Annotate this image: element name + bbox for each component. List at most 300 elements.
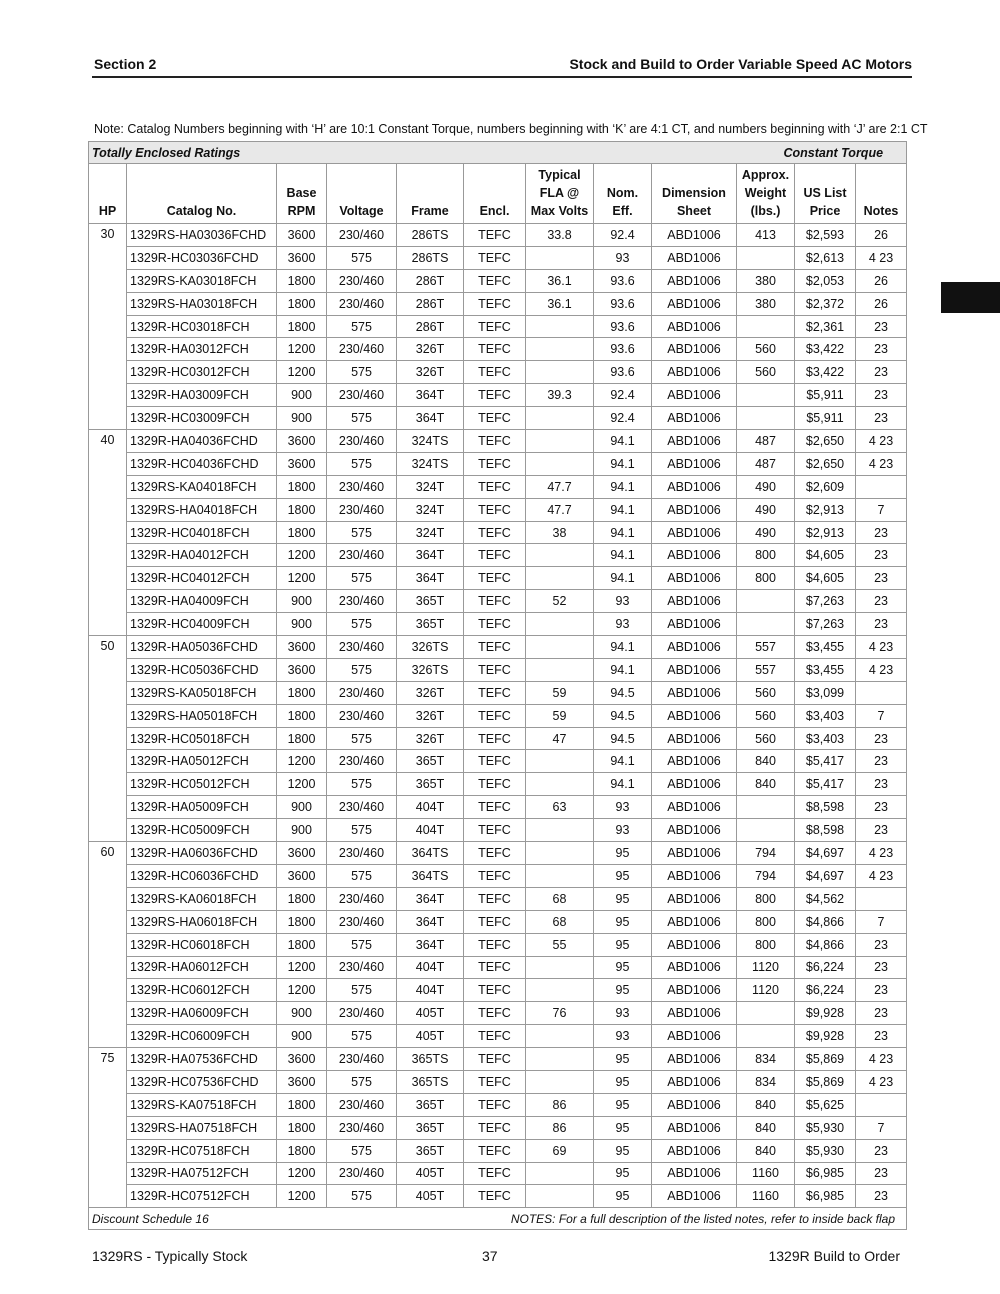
table-cell: ABD1006: [652, 727, 737, 750]
table-cell: ABD1006: [652, 979, 737, 1002]
table-cell: 230/460: [327, 224, 397, 247]
table-cell: 1800: [277, 1116, 327, 1139]
table-cell: 4 23: [856, 430, 907, 453]
table-cell: 59: [526, 704, 594, 727]
table-cell: $4,697: [795, 842, 856, 865]
table-cell: ABD1006: [652, 475, 737, 498]
column-header-line: Encl.: [479, 204, 510, 218]
table-cell: TEFC: [464, 864, 526, 887]
table-cell: 230/460: [327, 796, 397, 819]
table-row: [89, 773, 907, 796]
table-cell: $5,869: [795, 1048, 856, 1071]
table-cell: 900: [277, 1002, 327, 1025]
table-cell: 575: [327, 407, 397, 430]
table-cell: ABD1006: [652, 521, 737, 544]
table-cell: 575: [327, 819, 397, 842]
table-cell: TEFC: [464, 933, 526, 956]
table-cell: TEFC: [464, 246, 526, 269]
table-cell: $4,562: [795, 887, 856, 910]
table-cell: 1160: [737, 1185, 795, 1208]
table-row: [89, 933, 907, 956]
table-row: [89, 384, 907, 407]
table-cell: 23: [856, 956, 907, 979]
table-row: [89, 1185, 907, 1208]
table-cell: 94.1: [594, 773, 652, 796]
table-cell: 794: [737, 842, 795, 865]
table-cell: 324T: [397, 521, 464, 544]
table-cell: [526, 842, 594, 865]
table-cell: 365T: [397, 1093, 464, 1116]
table-cell: 490: [737, 475, 795, 498]
table-cell: 900: [277, 384, 327, 407]
table-cell: 900: [277, 613, 327, 636]
catalog-number-cell: 1329RS-HA06018FCH: [127, 910, 277, 933]
table-cell: TEFC: [464, 1185, 526, 1208]
table-cell: 93.6: [594, 361, 652, 384]
table-cell: $5,911: [795, 384, 856, 407]
catalog-number-cell: 1329R-HC06012FCH: [127, 979, 277, 1002]
table-row: [89, 224, 907, 247]
table-cell: 95: [594, 956, 652, 979]
column-header-line: FLA @: [539, 186, 580, 200]
table-cell: 1800: [277, 704, 327, 727]
table-row: [89, 887, 907, 910]
table-cell: [526, 430, 594, 453]
table-cell: $5,930: [795, 1139, 856, 1162]
table-cell: 3600: [277, 246, 327, 269]
table-cell: ABD1006: [652, 681, 737, 704]
table-cell: 230/460: [327, 750, 397, 773]
table-cell: $4,697: [795, 864, 856, 887]
table-cell: 326T: [397, 681, 464, 704]
table-row: [89, 338, 907, 361]
table-cell: TEFC: [464, 658, 526, 681]
table-cell: 364T: [397, 544, 464, 567]
table-cell: 47.7: [526, 475, 594, 498]
table-cell: TEFC: [464, 567, 526, 590]
table-cell: TEFC: [464, 796, 526, 819]
table-cell: ABD1006: [652, 384, 737, 407]
table-cell: 230/460: [327, 544, 397, 567]
catalog-number-cell: 1329R-HC03036FCHD: [127, 246, 277, 269]
table-cell: ABD1006: [652, 1162, 737, 1185]
table-cell: 94.1: [594, 498, 652, 521]
table-cell: 94.1: [594, 658, 652, 681]
table-cell: TEFC: [464, 727, 526, 750]
table-cell: $6,985: [795, 1162, 856, 1185]
catalog-number-cell: 1329R-HA06009FCH: [127, 1002, 277, 1025]
table-cell: 76: [526, 1002, 594, 1025]
table-cell: $9,928: [795, 1002, 856, 1025]
table-cell: 230/460: [327, 1048, 397, 1071]
catalog-number-cell: 1329R-HC06009FCH: [127, 1025, 277, 1048]
table-cell: 557: [737, 658, 795, 681]
table-cell: [737, 796, 795, 819]
table-cell: 230/460: [327, 681, 397, 704]
table-cell: 326T: [397, 338, 464, 361]
table-cell: 230/460: [327, 704, 397, 727]
catalog-number-cell: 1329RS-KA05018FCH: [127, 681, 277, 704]
table-cell: 900: [277, 796, 327, 819]
table-cell: $2,372: [795, 292, 856, 315]
catalog-number-cell: 1329R-HC07512FCH: [127, 1185, 277, 1208]
table-cell: 95: [594, 933, 652, 956]
table-cell: ABD1006: [652, 842, 737, 865]
table-cell: TEFC: [464, 384, 526, 407]
table-cell: 365T: [397, 750, 464, 773]
table-cell: 23: [856, 567, 907, 590]
table-cell: [526, 1185, 594, 1208]
page-title: Stock and Build to Order Variable Speed AC Motors: [569, 56, 912, 72]
table-row: [89, 430, 907, 453]
table-cell: ABD1006: [652, 1185, 737, 1208]
table-cell: [737, 1025, 795, 1048]
table-cell: $5,911: [795, 407, 856, 430]
table-cell: 23: [856, 979, 907, 1002]
catalog-number-cell: 1329R-HC03009FCH: [127, 407, 277, 430]
table-cell: TEFC: [464, 361, 526, 384]
table-cell: 94.1: [594, 636, 652, 659]
table-cell: 560: [737, 681, 795, 704]
table-cell: 405T: [397, 1002, 464, 1025]
catalog-number-cell: 1329R-HA05036FCHD: [127, 636, 277, 659]
table-cell: 840: [737, 1093, 795, 1116]
table-row: [89, 521, 907, 544]
table-cell: TEFC: [464, 773, 526, 796]
table-cell: $2,609: [795, 475, 856, 498]
table-cell: $5,930: [795, 1116, 856, 1139]
table-cell: [526, 452, 594, 475]
table-cell: TEFC: [464, 521, 526, 544]
table-cell: 95: [594, 1070, 652, 1093]
table-cell: 575: [327, 979, 397, 1002]
table-cell: [856, 887, 907, 910]
table-cell: TEFC: [464, 475, 526, 498]
table-cell: 1800: [277, 681, 327, 704]
table-cell: 575: [327, 567, 397, 590]
table-cell: ABD1006: [652, 590, 737, 613]
table-cell: 4 23: [856, 864, 907, 887]
table-cell: 4 23: [856, 658, 907, 681]
table-cell: 487: [737, 430, 795, 453]
table-cell: 286T: [397, 315, 464, 338]
table-cell: 1120: [737, 956, 795, 979]
catalog-note: Note: Catalog Numbers beginning with ‘H’ are 10:1 Constant Torque, numbers beginning with ‘K’ are 4:1 CT, and numbers beginning with ‘J’ are 2:1 CT: [94, 122, 928, 136]
table-cell: 230/460: [327, 1002, 397, 1025]
table-subtitle: Constant Torque: [783, 145, 884, 160]
table-cell: [856, 475, 907, 498]
table-cell: $2,361: [795, 315, 856, 338]
table-cell: 3600: [277, 1070, 327, 1093]
table-cell: [526, 315, 594, 338]
table-cell: 94.1: [594, 750, 652, 773]
catalog-number-cell: 1329RS-KA07518FCH: [127, 1093, 277, 1116]
table-cell: 230/460: [327, 338, 397, 361]
table-cell: 900: [277, 819, 327, 842]
table-cell: 557: [737, 636, 795, 659]
table-cell: $4,866: [795, 910, 856, 933]
table-cell: 3600: [277, 864, 327, 887]
table-cell: 93: [594, 1002, 652, 1025]
hp-cell: 60: [89, 842, 127, 1048]
table-row: [89, 704, 907, 727]
table-cell: 560: [737, 338, 795, 361]
table-cell: 1200: [277, 1185, 327, 1208]
table-cell: 23: [856, 338, 907, 361]
table-cell: [526, 819, 594, 842]
table-cell: 95: [594, 1162, 652, 1185]
table-cell: 490: [737, 521, 795, 544]
catalog-number-cell: 1329R-HC06018FCH: [127, 933, 277, 956]
catalog-number-cell: 1329R-HC05012FCH: [127, 773, 277, 796]
catalog-number-cell: 1329RS-HA07518FCH: [127, 1116, 277, 1139]
page-header: [92, 54, 912, 78]
table-cell: 95: [594, 1093, 652, 1116]
table-cell: 365T: [397, 1116, 464, 1139]
table-cell: TEFC: [464, 1025, 526, 1048]
table-cell: 575: [327, 727, 397, 750]
table-cell: $2,593: [795, 224, 856, 247]
table-cell: 7: [856, 498, 907, 521]
table-cell: ABD1006: [652, 361, 737, 384]
column-header: [795, 164, 856, 224]
footer-left: 1329RS - Typically Stock: [92, 1248, 248, 1264]
table-cell: 365TS: [397, 1070, 464, 1093]
table-cell: 900: [277, 590, 327, 613]
table-header-row: [89, 164, 907, 224]
table-cell: 575: [327, 658, 397, 681]
table-cell: 575: [327, 315, 397, 338]
table-cell: $3,422: [795, 361, 856, 384]
notes-reference: NOTES: For a full description of the listed notes, refer to inside back flap: [510, 1211, 896, 1226]
table-cell: TEFC: [464, 1002, 526, 1025]
table-row: [89, 910, 907, 933]
table-row: [89, 727, 907, 750]
table-cell: $3,422: [795, 338, 856, 361]
table-cell: 364T: [397, 910, 464, 933]
table-row: [89, 544, 907, 567]
table-cell: 230/460: [327, 1116, 397, 1139]
catalog-number-cell: 1329R-HC04009FCH: [127, 613, 277, 636]
table-cell: 23: [856, 1185, 907, 1208]
table-cell: 4 23: [856, 452, 907, 475]
table-cell: $7,263: [795, 590, 856, 613]
table-cell: 834: [737, 1048, 795, 1071]
table-cell: $2,650: [795, 452, 856, 475]
table-cell: 230/460: [327, 910, 397, 933]
catalog-number-cell: 1329R-HC05009FCH: [127, 819, 277, 842]
column-header: [127, 164, 277, 224]
table-cell: 4 23: [856, 636, 907, 659]
table-cell: 94.1: [594, 544, 652, 567]
catalog-number-cell: 1329R-HA04036FCHD: [127, 430, 277, 453]
column-header-line: Catalog No.: [166, 204, 237, 218]
table-cell: TEFC: [464, 636, 526, 659]
table-row: [89, 658, 907, 681]
table-cell: $2,613: [795, 246, 856, 269]
table-cell: TEFC: [464, 819, 526, 842]
column-header-line: Weight: [744, 186, 787, 200]
table-cell: ABD1006: [652, 1070, 737, 1093]
table-row: [89, 1048, 907, 1071]
table-cell: TEFC: [464, 544, 526, 567]
table-cell: 800: [737, 910, 795, 933]
table-cell: 94.1: [594, 521, 652, 544]
table-cell: 794: [737, 864, 795, 887]
table-cell: ABD1006: [652, 910, 737, 933]
column-header: [526, 164, 594, 224]
table-cell: ABD1006: [652, 338, 737, 361]
catalog-number-cell: 1329R-HA06012FCH: [127, 956, 277, 979]
table-cell: 404T: [397, 796, 464, 819]
table-cell: 94.1: [594, 475, 652, 498]
table-cell: 94.1: [594, 430, 652, 453]
table-cell: 364T: [397, 933, 464, 956]
column-header: [89, 164, 127, 224]
table-cell: TEFC: [464, 681, 526, 704]
table-cell: 3600: [277, 842, 327, 865]
table-cell: 93.6: [594, 292, 652, 315]
table-cell: 230/460: [327, 887, 397, 910]
table-cell: 230/460: [327, 430, 397, 453]
table-cell: 23: [856, 613, 907, 636]
table-cell: 3600: [277, 636, 327, 659]
table-cell: ABD1006: [652, 246, 737, 269]
table-cell: 286T: [397, 292, 464, 315]
table-cell: 364T: [397, 407, 464, 430]
table-cell: 55: [526, 933, 594, 956]
table-cell: 86: [526, 1093, 594, 1116]
table-row: [89, 361, 907, 384]
table-cell: 405T: [397, 1025, 464, 1048]
table-cell: 575: [327, 1139, 397, 1162]
catalog-number-cell: 1329R-HC05018FCH: [127, 727, 277, 750]
table-cell: 1800: [277, 1093, 327, 1116]
table-row: [89, 246, 907, 269]
table-cell: 95: [594, 1116, 652, 1139]
table-cell: 1800: [277, 498, 327, 521]
table-cell: 1200: [277, 956, 327, 979]
table-cell: 405T: [397, 1185, 464, 1208]
hp-cell: 75: [89, 1048, 127, 1208]
table-row: [89, 1139, 907, 1162]
table-cell: $7,263: [795, 613, 856, 636]
table-row: [89, 292, 907, 315]
table-cell: 1200: [277, 544, 327, 567]
table-row: [89, 1002, 907, 1025]
table-row: [89, 1162, 907, 1185]
catalog-number-cell: 1329R-HA04012FCH: [127, 544, 277, 567]
table-cell: 230/460: [327, 842, 397, 865]
table-cell: TEFC: [464, 842, 526, 865]
table-cell: 95: [594, 1185, 652, 1208]
table-cell: ABD1006: [652, 796, 737, 819]
table-cell: 560: [737, 704, 795, 727]
table-cell: [526, 636, 594, 659]
table-cell: [526, 956, 594, 979]
table-cell: ABD1006: [652, 658, 737, 681]
table-cell: 840: [737, 773, 795, 796]
table-cell: 380: [737, 269, 795, 292]
column-header-line: Price: [809, 204, 841, 218]
table-cell: $5,417: [795, 750, 856, 773]
column-header-line: RPM: [287, 204, 316, 218]
table-cell: 1200: [277, 567, 327, 590]
table-cell: [526, 750, 594, 773]
table-row: [89, 819, 907, 842]
table-footer-row: [89, 1208, 907, 1230]
table-cell: 560: [737, 727, 795, 750]
table-cell: 364TS: [397, 864, 464, 887]
column-header-line: Typical: [538, 168, 581, 182]
hp-cell: 50: [89, 636, 127, 842]
table-cell: 404T: [397, 956, 464, 979]
table-cell: TEFC: [464, 1116, 526, 1139]
table-cell: 326T: [397, 704, 464, 727]
table-cell: TEFC: [464, 1162, 526, 1185]
table-cell: TEFC: [464, 1139, 526, 1162]
table-cell: 575: [327, 1070, 397, 1093]
table-cell: $8,598: [795, 796, 856, 819]
table-cell: 365T: [397, 590, 464, 613]
table-cell: TEFC: [464, 590, 526, 613]
table-cell: 63: [526, 796, 594, 819]
table-row: [89, 1116, 907, 1139]
table-cell: TEFC: [464, 1048, 526, 1071]
table-cell: ABD1006: [652, 636, 737, 659]
table-cell: 23: [856, 773, 907, 796]
table-cell: 1800: [277, 887, 327, 910]
table-cell: 4 23: [856, 1048, 907, 1071]
catalog-number-cell: 1329RS-KA03018FCH: [127, 269, 277, 292]
catalog-number-cell: 1329RS-HA03036FCHD: [127, 224, 277, 247]
table-cell: 1800: [277, 292, 327, 315]
table-row: [89, 567, 907, 590]
table-cell: ABD1006: [652, 613, 737, 636]
table-cell: $4,605: [795, 567, 856, 590]
catalog-number-cell: 1329RS-KA06018FCH: [127, 887, 277, 910]
table-cell: TEFC: [464, 704, 526, 727]
table-cell: $8,598: [795, 819, 856, 842]
table-row: [89, 269, 907, 292]
table-cell: 365TS: [397, 1048, 464, 1071]
table-cell: 23: [856, 933, 907, 956]
table-cell: 404T: [397, 819, 464, 842]
table-cell: 95: [594, 1048, 652, 1071]
table-cell: [526, 773, 594, 796]
table-cell: 23: [856, 1139, 907, 1162]
table-cell: TEFC: [464, 224, 526, 247]
table-cell: ABD1006: [652, 1139, 737, 1162]
table-cell: 575: [327, 1185, 397, 1208]
table-cell: $5,625: [795, 1093, 856, 1116]
table-cell: TEFC: [464, 315, 526, 338]
table-cell: 1200: [277, 773, 327, 796]
table-cell: 68: [526, 910, 594, 933]
table-cell: [856, 681, 907, 704]
table-cell: 4 23: [856, 842, 907, 865]
table-cell: 404T: [397, 979, 464, 1002]
table-cell: 1800: [277, 1139, 327, 1162]
table-cell: TEFC: [464, 498, 526, 521]
table-cell: $3,403: [795, 727, 856, 750]
table-cell: 33.8: [526, 224, 594, 247]
table-cell: 86: [526, 1116, 594, 1139]
table-cell: 94.1: [594, 567, 652, 590]
table-cell: TEFC: [464, 1093, 526, 1116]
table-row: [89, 452, 907, 475]
table-cell: 230/460: [327, 956, 397, 979]
